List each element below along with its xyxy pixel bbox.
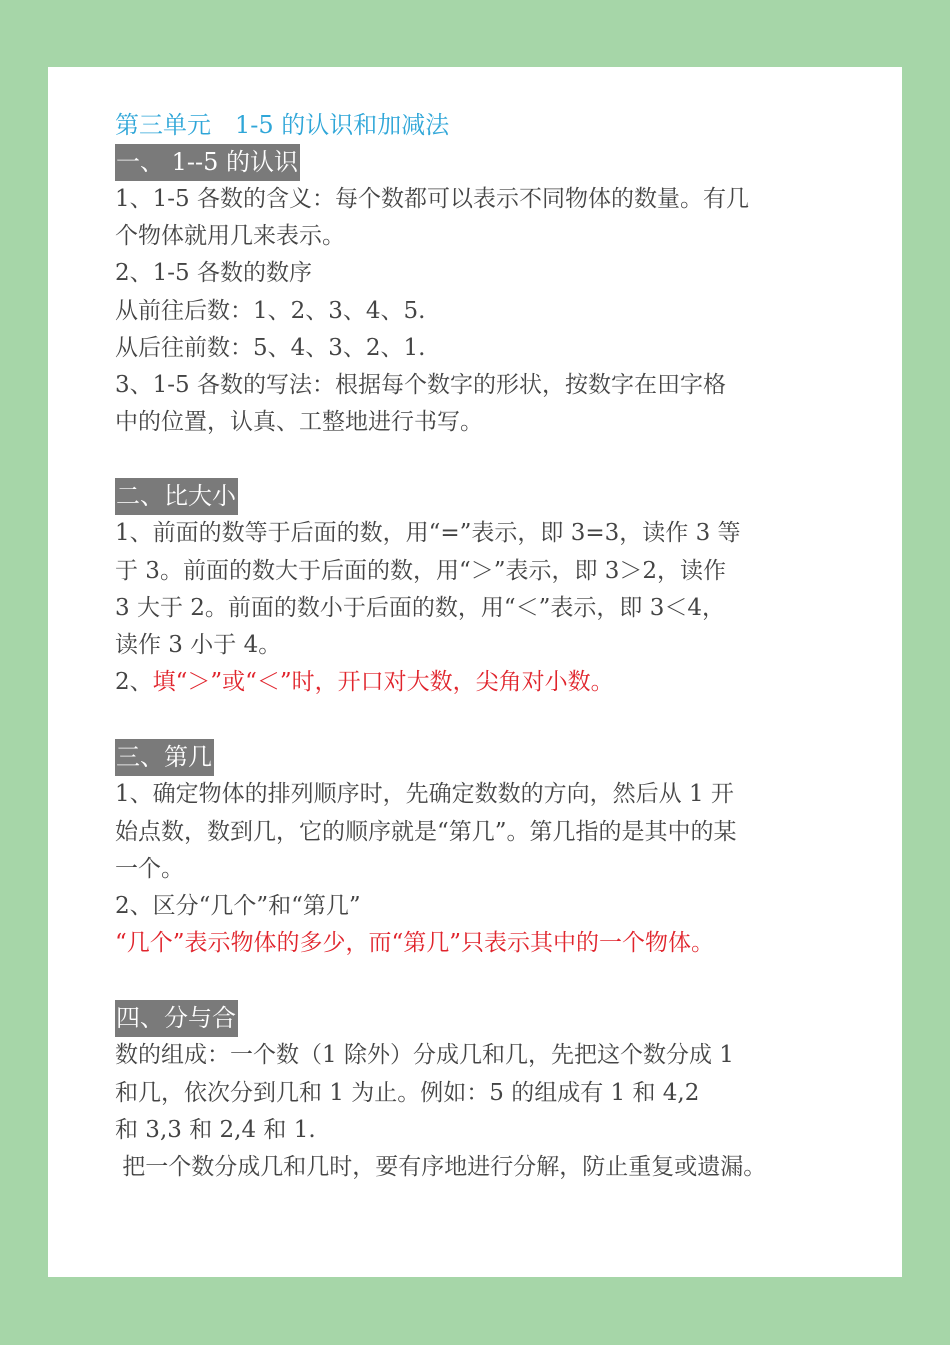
text-line: 从后往前数：5、4、3、2、1. (115, 334, 426, 361)
section-heading: 二、比大小 (115, 478, 238, 515)
note-prefix: 2、 (115, 669, 153, 696)
section-heading: 三、第几 (115, 739, 214, 776)
text-line: 1、前面的数等于后面的数，用“=”表示，即 3=3，读作 3 等 (115, 520, 741, 547)
text-line: 3、1-5 各数的写法：根据每个数字的形状，按数字在田字格 (115, 372, 726, 399)
section-heading: 一、 1--5 的认识 (115, 144, 300, 181)
text-line: 2、区分“几个”和“第几” (115, 893, 361, 920)
text-line: 1、1-5 各数的含义：每个数都可以表示不同物体的数量。有几 (115, 186, 749, 212)
spacer (115, 441, 855, 478)
text-line: 1、确定物体的排列顺序时，先确定数数的方向，然后从 1 开 (115, 781, 734, 808)
section-ordinal (115, 739, 855, 962)
spacer (115, 962, 855, 1000)
page-title: 第三单元 1-5 的认识和加减法 (115, 111, 450, 139)
text-line: 从前往后数：1、2、3、4、5. (115, 297, 426, 324)
spacer (115, 701, 855, 739)
text-line: 把一个数分成几和几时，要有序地进行分解，防止重复或遗漏。 (115, 1154, 767, 1181)
section-recognition (115, 144, 855, 441)
text-line: 读作 3 小于 4。 (115, 632, 282, 659)
highlight-line (115, 664, 855, 701)
section-composition (115, 1000, 855, 1186)
text-line: 中的位置，认真、工整地进行书写。 (115, 409, 483, 436)
highlight-note: 填“＞”或“＜”时，开口对大数，尖角对小数。 (152, 669, 614, 696)
text-line: 于 3。前面的数大于后面的数，用“＞”表示，即 3＞2，读作 (115, 557, 727, 584)
document-page (48, 67, 902, 1277)
section-heading: 四、分与合 (115, 1000, 238, 1037)
text-line: 2、1-5 各数的数序 (115, 260, 312, 287)
text-line: 和 3,3 和 2,4 和 1. (115, 1116, 316, 1143)
text-line: 3 大于 2。前面的数小于后面的数，用“＜”表示，即 3＜4， (115, 594, 725, 621)
highlight-note: “几个”表示物体的多少，而“第几”只表示其中的一个物体。 (115, 930, 715, 957)
text-line: 始点数，数到几，它的顺序就是“第几”。第几指的是其中的某 (115, 818, 737, 845)
text-line: 一个。 (115, 855, 184, 882)
section-compare (115, 478, 855, 701)
text-line: 个物体就用几来表示。 (115, 223, 345, 250)
document-content (115, 107, 855, 1186)
text-line: 数的组成：一个数（1 除外）分成几和几，先把这个数分成 1 (115, 1042, 734, 1069)
text-line: 和几，依次分到几和 1 为止。例如：5 的组成有 1 和 4,2 (115, 1079, 700, 1106)
